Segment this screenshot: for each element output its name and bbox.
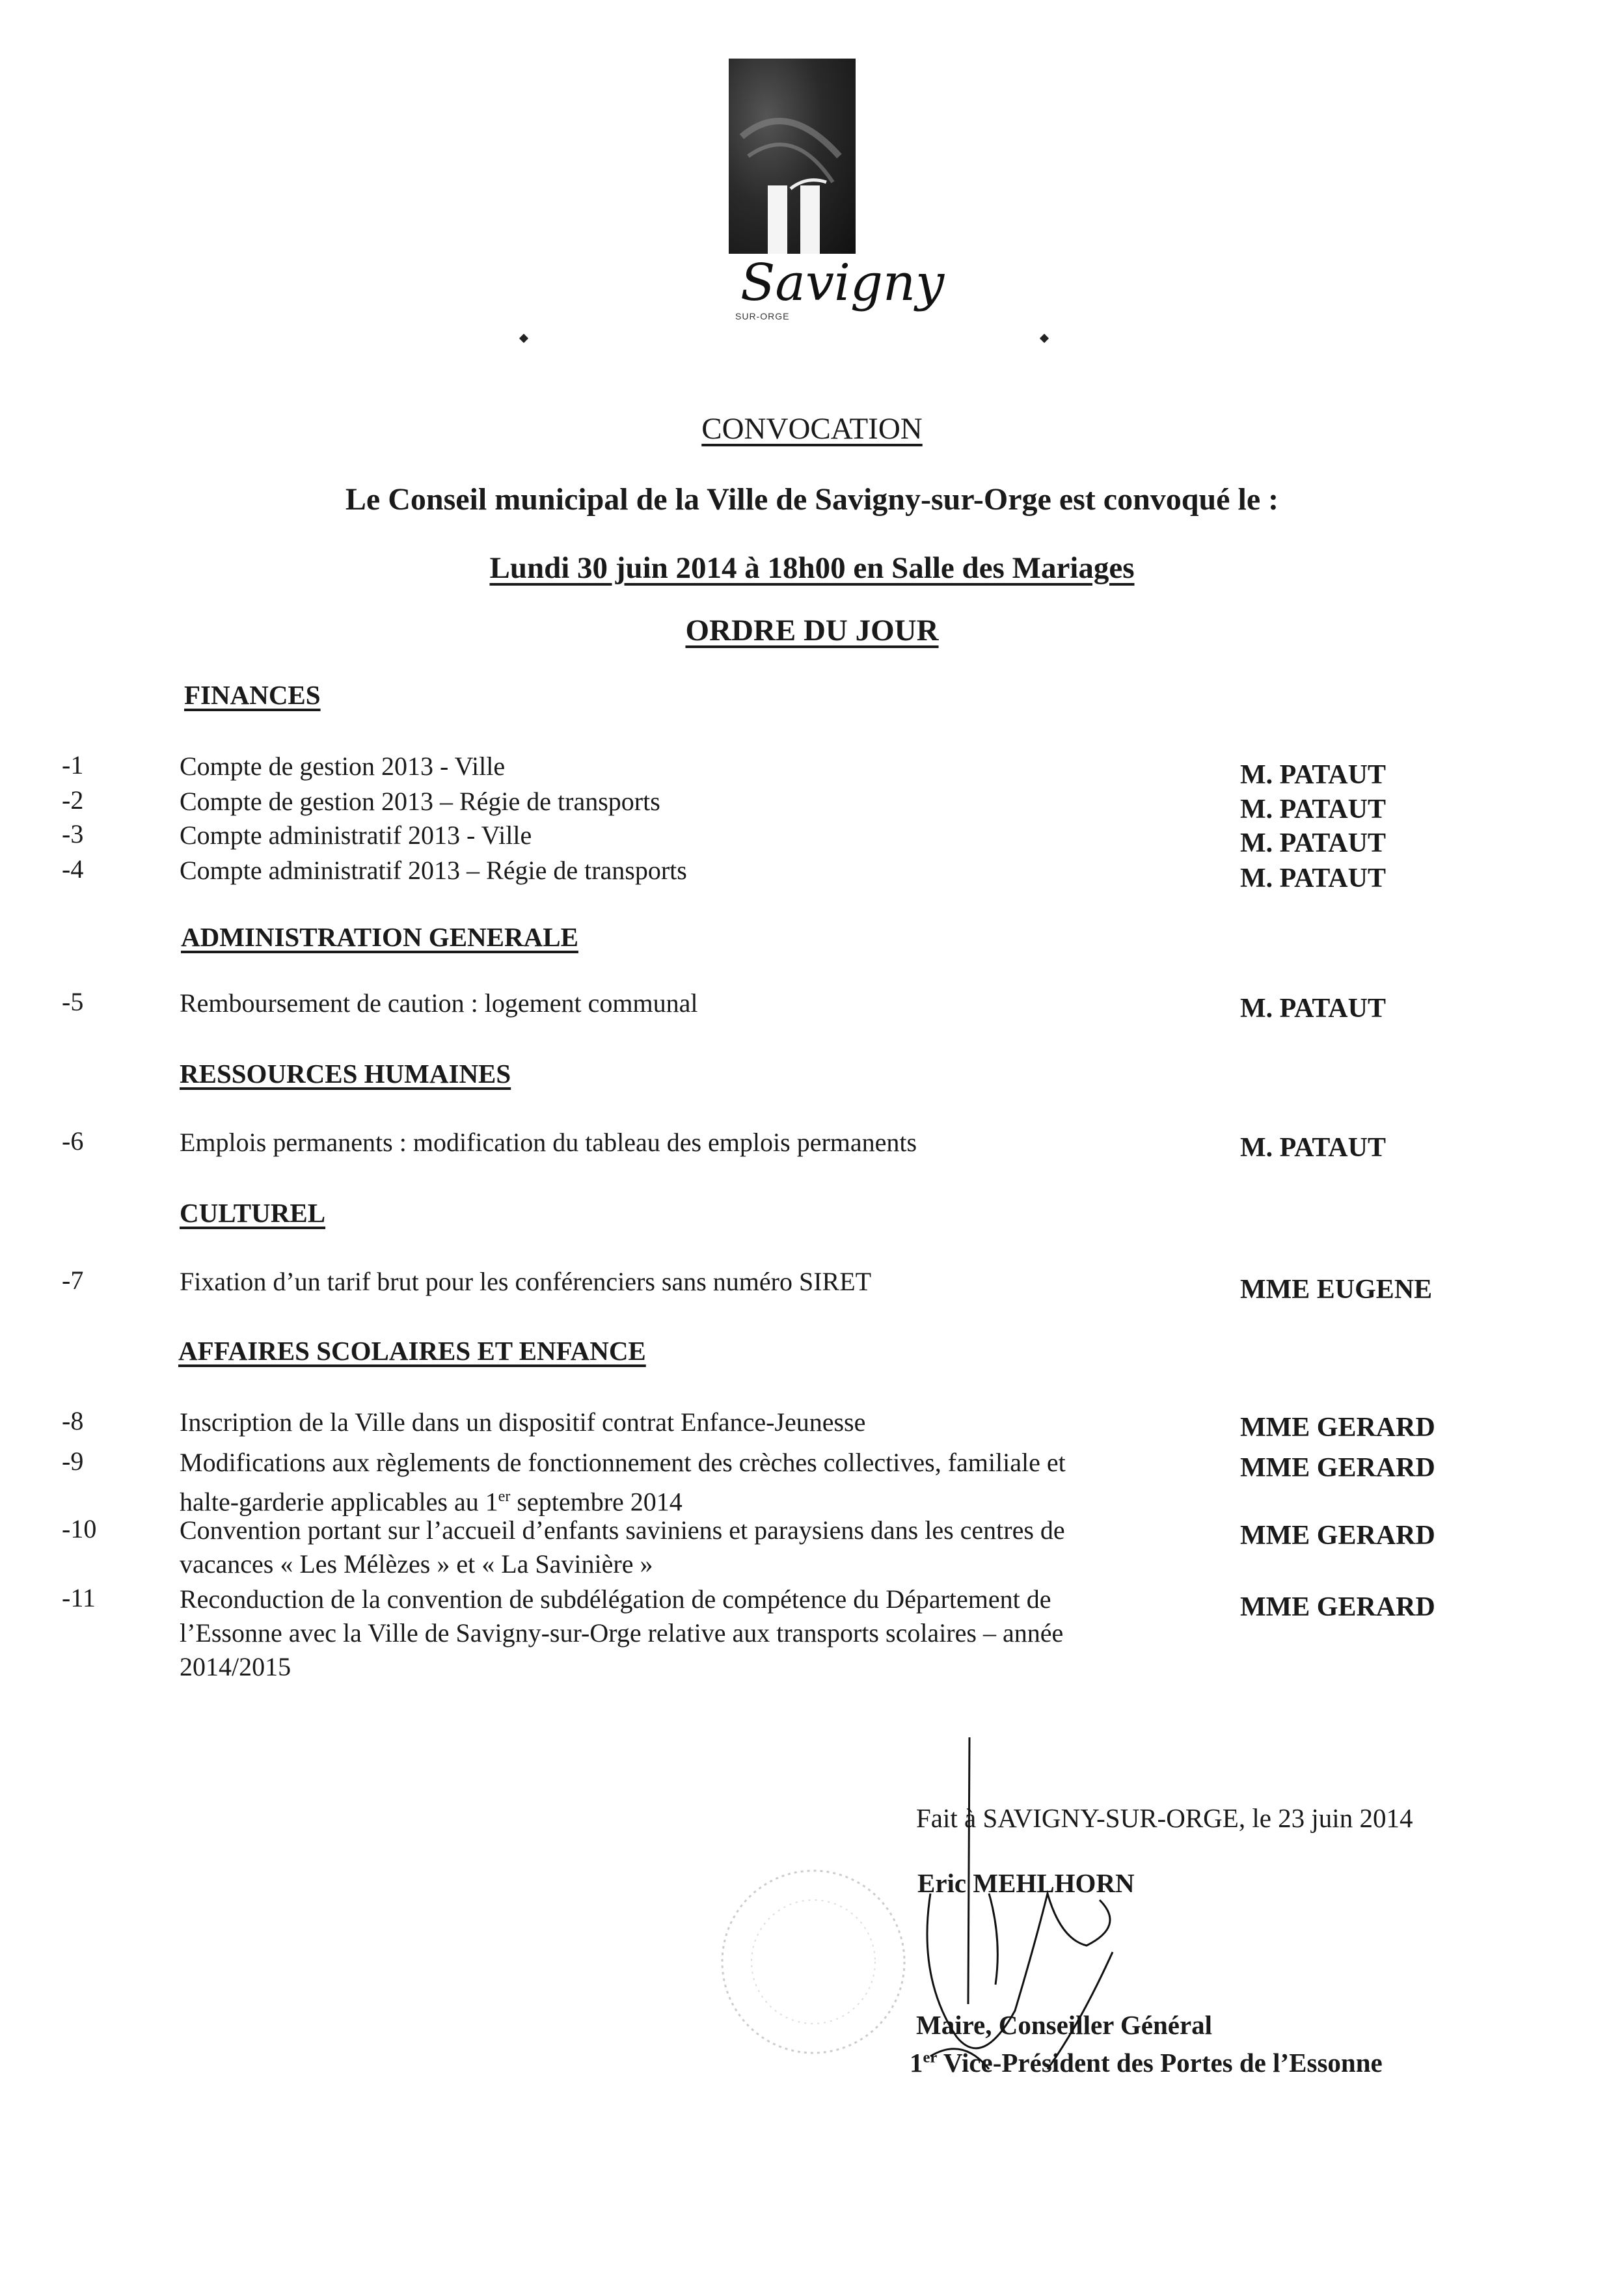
item-rapporteur: MME GERARD [1240, 1592, 1435, 1622]
document-title: CONVOCATION [701, 412, 923, 446]
item-rapporteur: M. PATAUT [1240, 863, 1386, 893]
item-text-line: l’Essonne avec la Ville de Savigny-sur-Orge relative aux transports scolaires – année [180, 1618, 1064, 1648]
logo-subtitle: SUR-ORGE [735, 311, 790, 321]
decorative-dot [1040, 334, 1049, 343]
meeting-date: Lundi 30 juin 2014 à 18h00 en Salle des Mariages [489, 551, 1135, 585]
item-number: -2 [62, 785, 84, 815]
item-text-line: Convention portant sur l’accueil d’enfants saviniens et paraysiens dans les centres de [180, 1515, 1065, 1545]
item-text: Remboursement de caution : logement communal [180, 988, 698, 1018]
section-affaires-scolaires: AFFAIRES SCOLAIRES ET ENFANCE [178, 1336, 646, 1366]
item-text: Compte de gestion 2013 – Régie de transports [180, 787, 660, 816]
item-number: -7 [62, 1266, 84, 1295]
item-rapporteur: MME EUGENE [1240, 1275, 1433, 1305]
item-number: -8 [62, 1406, 84, 1435]
item-text: Compte de gestion 2013 - Ville [180, 752, 506, 781]
item-number: -1 [62, 750, 84, 780]
agenda-heading: ORDRE DU JOUR [685, 614, 939, 647]
ordinal-suffix: er [498, 1488, 511, 1505]
item-number: -6 [62, 1126, 84, 1156]
item-text-line: Modifications aux règlements de fonctionnement des crèches collectives, familiale et [180, 1448, 1066, 1477]
item-text-line: vacances « Les Mélèzes » et « La Savinière » [180, 1549, 653, 1579]
item-number: -9 [62, 1446, 84, 1476]
city-logo [729, 59, 945, 325]
item-rapporteur: M. PATAUT [1240, 828, 1386, 858]
item-text [180, 1582, 1221, 1684]
signature [891, 1731, 1165, 2082]
logo-wordmark: Savigny [740, 254, 945, 312]
logo-emblem [729, 59, 856, 254]
item-rapporteur: M. PATAUT [1240, 994, 1386, 1024]
item-text [180, 1513, 1221, 1581]
item-rapporteur: MME GERARD [1240, 1521, 1435, 1551]
ordinal-suffix: er [923, 2048, 938, 2067]
item-text-line: halte-garderie applicables au 1 [180, 1487, 498, 1517]
convocation-subtitle: Le Conseil municipal de la Ville de Savigny-sur-Orge est convoqué le : [345, 482, 1279, 517]
item-text-line: 2014/2015 [180, 1652, 291, 1681]
section-finances: FINANCES [184, 680, 321, 710]
item-number: -4 [62, 854, 84, 884]
signatory-name: Eric MEHLHORN [917, 1868, 1135, 1898]
role-ordinal: 1 [910, 2048, 923, 2078]
item-text-line: septembre 2014 [510, 1487, 683, 1517]
place-date: Fait à SAVIGNY-SUR-ORGE, le 23 juin 2014 [916, 1803, 1413, 1833]
item-number: -3 [62, 819, 84, 848]
item-text: Compte administratif 2013 – Régie de transports [180, 856, 687, 885]
section-ressources-humaines: RESSOURCES HUMAINES [180, 1059, 511, 1089]
section-culturel: CULTUREL [180, 1198, 326, 1228]
item-rapporteur: M. PATAUT [1240, 1133, 1386, 1163]
item-text: Emplois permanents : modification du tableau des emplois permanents [180, 1128, 917, 1157]
item-text: Fixation d’un tarif brut pour les conférenciers sans numéro SIRET [180, 1267, 872, 1296]
item-text: Compte administratif 2013 - Ville [180, 821, 532, 850]
official-stamp [716, 1861, 911, 2063]
item-number: -5 [62, 987, 84, 1016]
signatory-role: Maire, Conseiller Général [916, 2010, 1213, 2040]
decorative-dot [519, 334, 528, 343]
item-rapporteur: M. PATAUT [1240, 794, 1386, 824]
item-rapporteur: MME GERARD [1240, 1413, 1435, 1443]
item-text [180, 1446, 1221, 1519]
item-text-line: Reconduction de la convention de subdélégation de compétence du Département de [180, 1584, 1051, 1614]
item-rapporteur: MME GERARD [1240, 1453, 1435, 1483]
item-rapporteur: M. PATAUT [1240, 760, 1386, 790]
role-text: Vice-Président des Portes de l’Essonne [937, 2048, 1383, 2078]
item-number: -11 [62, 1583, 96, 1612]
item-text: Inscription de la Ville dans un dispositif contrat Enfance-Jeunesse [180, 1407, 866, 1437]
section-administration: ADMINISTRATION GENERALE [181, 922, 578, 952]
item-number: -10 [62, 1514, 97, 1543]
